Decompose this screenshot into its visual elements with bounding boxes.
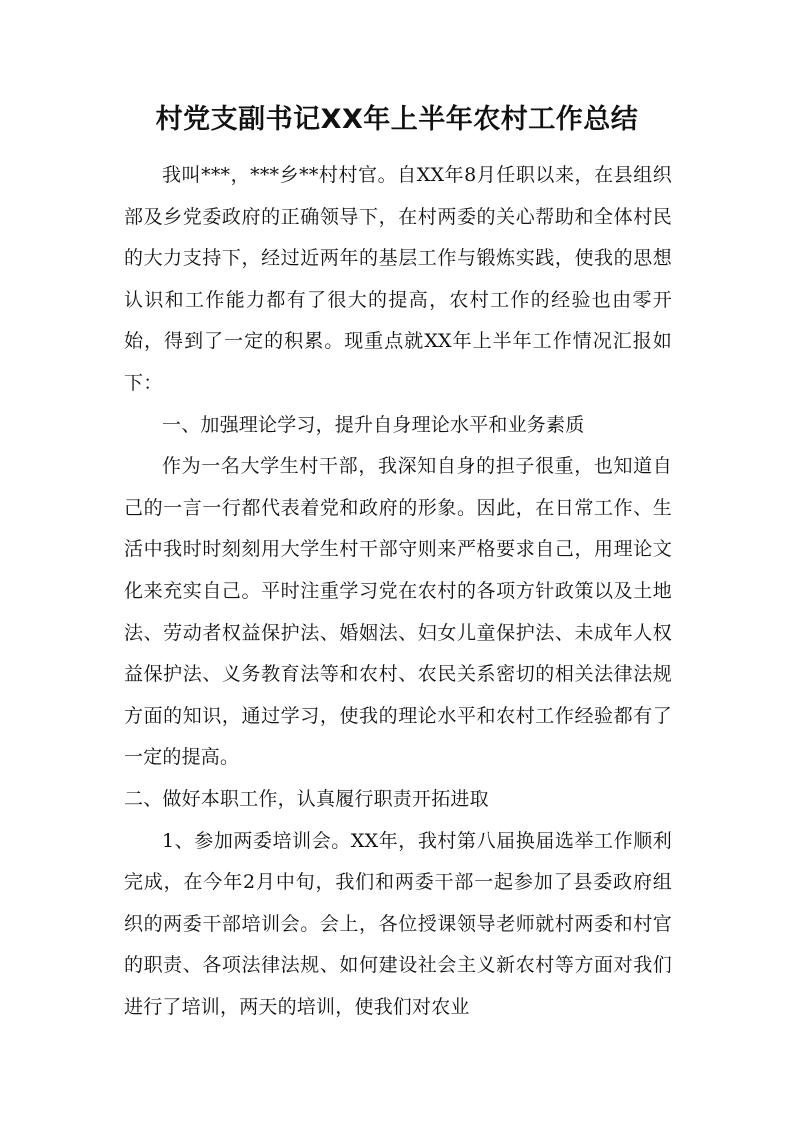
paragraph-theory-study: 作为一名大学生村干部，我深知自身的担子很重，也知道自己的一言一行都代表着党和政府的形象。因此，在日常工作、生活中我时时刻刻用大学生村干部守则来严格要求自己，用理论文化来充实自己。平时注重学习党在农村的各项方针政策以及土地法、劳动者权益保护法、婚姻法、妇女儿童保护法、未成年人权益保护法、义务教育法等和农村、农民关系密切的相关法律法规方面的知识，通过学习，使我的理论水平和农村工作经验都有了一定的提高。 <box>124 455 672 769</box>
section-heading-2: 二、做好本职工作，认真履行职责开拓进取 <box>124 787 489 810</box>
paragraph-intro: 我叫***，***乡**村村官。自XX年8月任职以来，在县组织部及乡党委政府的正确领导下，在村两委的关心帮助和全体村民的大力支持下，经过近两年的基层工作与锻炼实践，使我的思想认识和工作能力都有了很大的提高，农村工作的经验也由零开始，得到了一定的积累。现重点就XX年上半年工作情况汇报如下： <box>124 164 672 394</box>
section-heading-1: 一、加强理论学习，提升自身理论水平和业务素质 <box>162 413 585 436</box>
document-title: 村党支副书记XX年上半年农村工作总结 <box>155 104 639 135</box>
paragraph-training: 1、参加两委培训会。XX年，我村第八届换届选举工作顺利完成，在今年2月中旬，我们和两委干部一起参加了县委政府组织的两委干部培训会。会上，各位授课领导老师就村两委和村官的职责、各项法律法规、如何建设社会主义新农村等方面对我们进行了培训，两天的培训，使我们对农业 <box>124 829 672 1018</box>
document-body <box>124 155 672 1028</box>
